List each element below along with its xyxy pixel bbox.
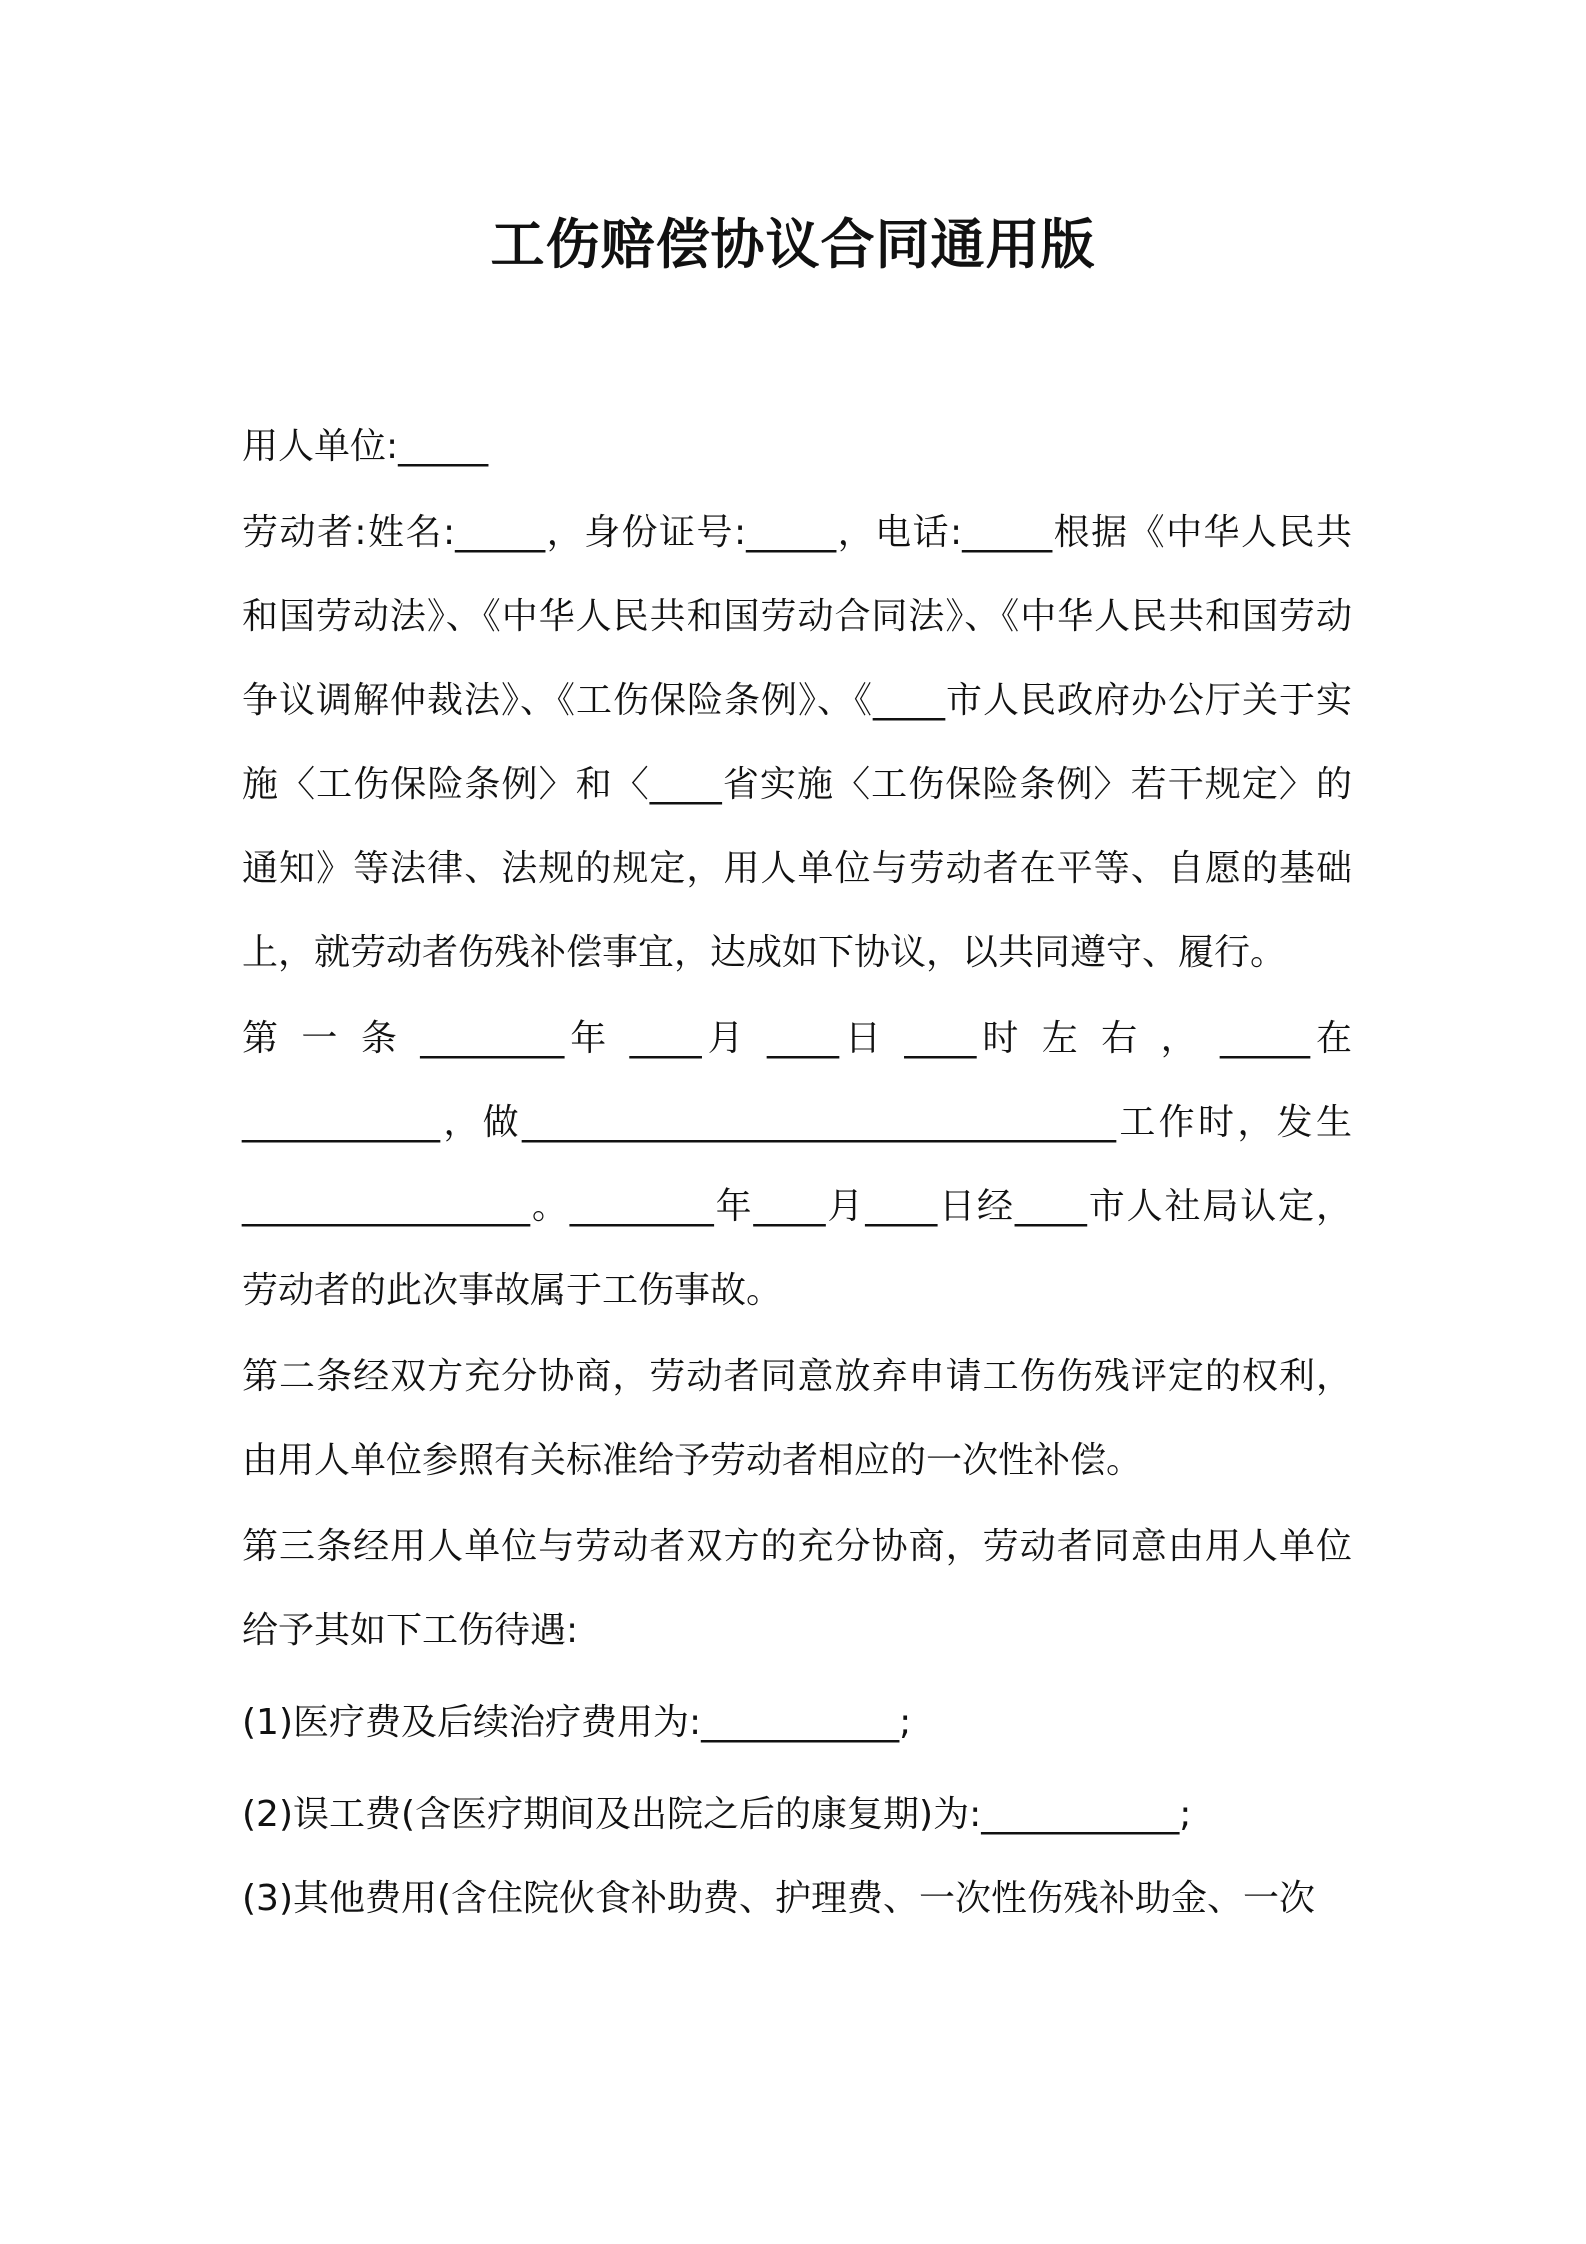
item-1-line: (1)医疗费及后续治疗费用为:___________; [242,1702,912,1743]
item-3-line: (3)其他费用(含住院伙食补助费、护理费、一次性伤残补助金、一次 [242,1878,1316,1919]
document-title: 工伤赔偿协议合同通用版 [490,213,1096,276]
document-body [242,405,1352,1941]
employer-line: 用人单位:_____ [242,426,489,467]
preamble-paragraph: 劳动者:姓名:_____，身份证号:_____，电话:_____根据《中华人民共和国劳动法》、《中华人民共和国劳动合同法》、《中华人民共和国劳动争议调解仲裁法》、《工伤保险条例》、《____市人民政府办公厅关于实施〈工伤保险条例〉和〈____省实施〈工伤保险条例〉若干规定〉的通知》等法律、法规的规定，用人单位与劳动者在平等、自愿的基础上，就劳动者伤残补偿事宜，达成如下协议，以共同遵守、履行。 [242,512,1352,973]
article-2-paragraph: 第二条经双方充分协商，劳动者同意放弃申请工伤伤残评定的权利，由用人单位参照有关标准给予劳动者相应的一次性补偿。 [242,1356,1352,1481]
item-2-line: (2)误工费(含医疗期间及出院之后的康复期)为:___________; [242,1794,1192,1835]
article-1-first-line: 第 一 条 ________年 ____月 ____日 ____时 左 右 ， _____在 [242,1018,1352,1059]
article-1-paragraph: ___________，做_________________________________工作时，发生________________。________年____月____日经____市人社局认定，劳动者的此次事故属于工伤事故。 [242,1102,1352,1311]
article-3-paragraph: 第三条经用人单位与劳动者双方的充分协商，劳动者同意由用人单位给予其如下工伤待遇: [242,1526,1352,1651]
